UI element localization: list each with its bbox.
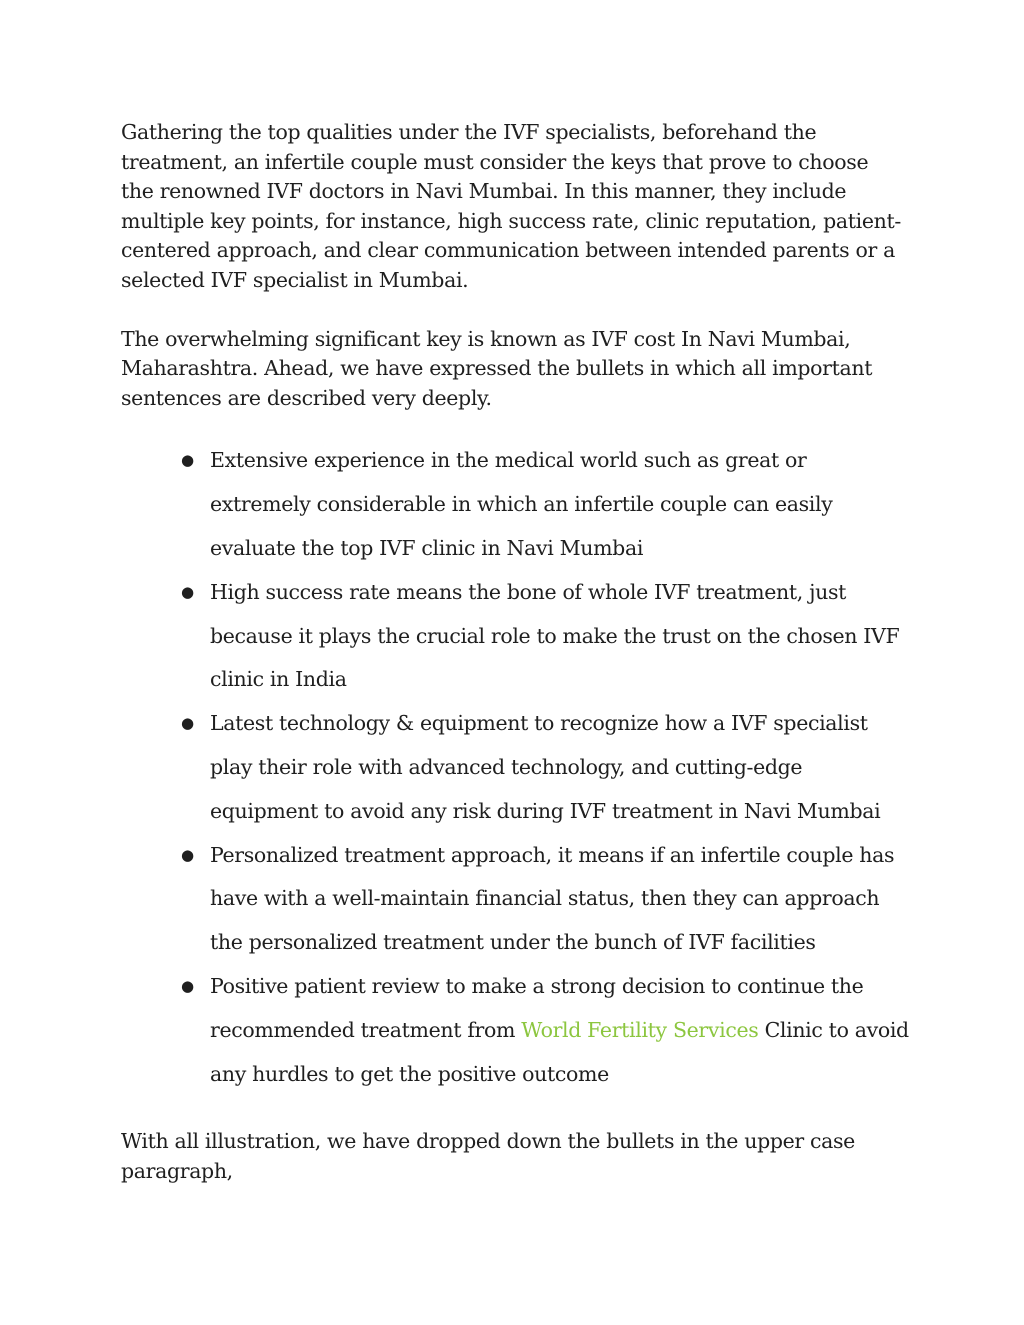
world-fertility-services-link[interactable]: World Fertility Services [521,1017,759,1042]
bullet-icon: ● [181,976,194,995]
list-item [121,439,911,570]
list-item-text-after-link: Clinic to avoid any hurdles to get the positive outcome [210,1017,909,1086]
bullet-icon: ● [181,451,194,470]
document-page [121,118,911,1186]
list-item [121,834,911,965]
intro-paragraph: Gathering the top qualities under the IVF specialists, beforehand the treatment, an infertile couple must consider the keys that prove to choose the renowned IVF doctors in Navi Mumbai. In this manner, they include multiple key points, for instance, high success rate, clinic reputation, patient-centered approach, and clear communication between intended parents or a selected IVF specialist in Mumbai. [121,120,901,292]
list-item-text: Personalized treatment approach, it means if an infertile couple has have with a well-maintain financial status, then they can approach the personalized treatment under the bunch of IVF facilities [210,842,895,955]
list-item-text: Extensive experience in the medical world such as great or extremely considerable in which an infertile couple can easily evaluate the top IVF clinic in Navi Mumbai [210,448,833,560]
list-item [121,571,911,702]
bullet-icon: ● [181,582,194,601]
key-points-list [121,439,911,1096]
bullet-icon: ● [181,845,194,864]
list-item [121,702,911,833]
bullet-icon: ● [181,714,194,733]
list-item [121,965,911,1096]
list-item-text-before-link: Positive patient review to make a strong decision to continue the recommended treatment from [210,973,864,1042]
closing-paragraph: With all illustration, we have dropped down the bullets in the upper case paragraph, [121,1129,855,1183]
list-item-text: High success rate means the bone of whole IVF treatment, just because it plays the crucial role to make the trust on the chosen IVF clinic in India [210,579,900,692]
ivf-cost-paragraph: The overwhelming significant key is known as IVF cost In Navi Mumbai, Maharashtra. Ahead, we have expressed the bullets in which all important sentences are described very deeply. [121,326,873,410]
list-item-text: Latest technology & equipment to recognize how a IVF specialist play their role with advanced technology, and cutting-edge equipment to avoid any risk during IVF treatment in Navi Mumbai [210,711,881,823]
